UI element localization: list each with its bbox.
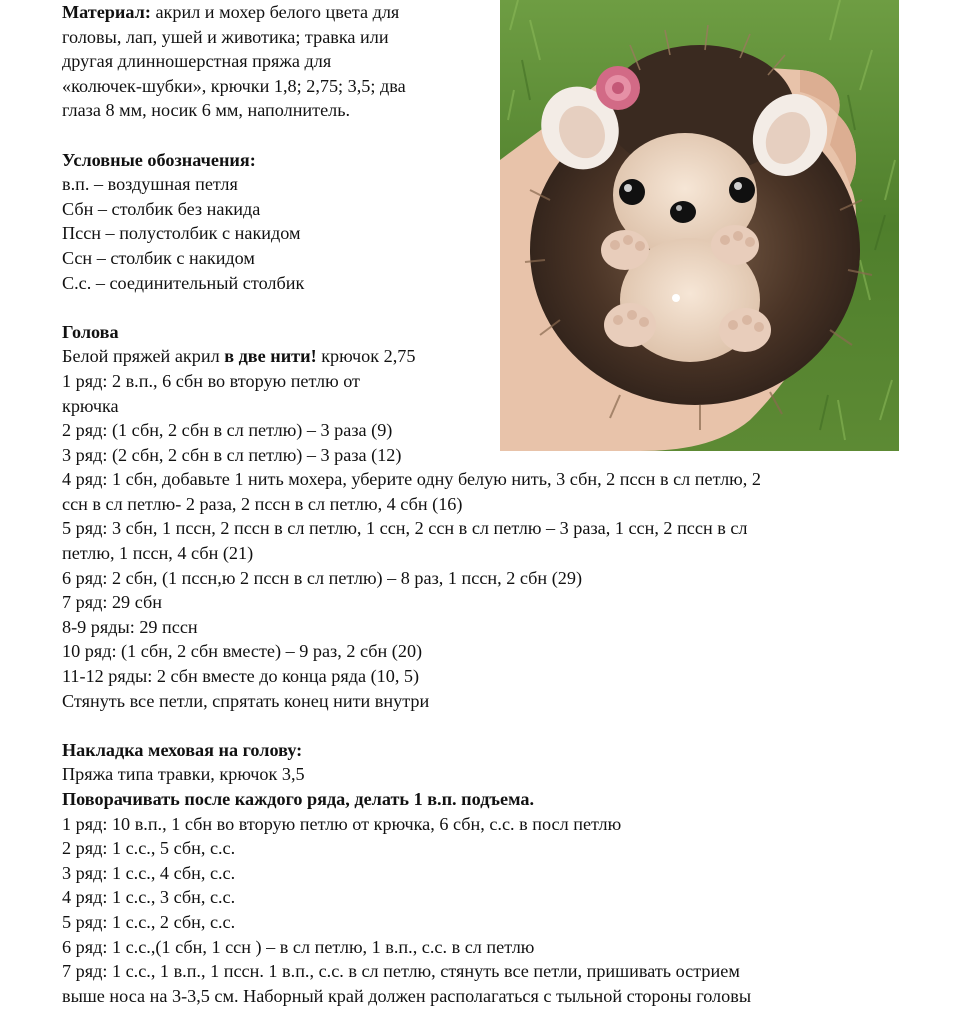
head-row: 11-12 ряды: 2 сбн вместе до конца ряда (10, 5) bbox=[62, 666, 420, 687]
hedgehog-illustration bbox=[500, 0, 899, 451]
fur-yarn: Пряжа типа травки, крючок 3,5 bbox=[62, 764, 305, 785]
fur-row: выше носа на 3-3,5 см. Наборный край должен располагаться с тыльной стороны головы bbox=[62, 985, 752, 1006]
head-row: 2 ряд: (1 сбн, 2 сбн в сл петлю) – 3 раза (9) bbox=[62, 420, 393, 441]
hedgehog-photo bbox=[500, 0, 899, 451]
head-row: 8-9 ряды: 29 пссн bbox=[62, 616, 198, 637]
legend-item: Ссн – столбик с накидом bbox=[62, 247, 255, 268]
head-row: Стянуть все петли, спрятать конец нити внутри bbox=[62, 690, 430, 711]
legend-item: Сбн – столбик без накида bbox=[62, 198, 261, 219]
legend-title: Условные обозначения: bbox=[62, 149, 256, 170]
head-row: 6 ряд: 2 сбн, (1 пссн,ю 2 пссн в сл петлю) – 8 раз, 1 пссн, 2 сбн (29) bbox=[62, 567, 582, 588]
material-line-2: головы, лап, ушей и животика; травка или bbox=[62, 26, 389, 47]
head-row: 10 ряд: (1 сбн, 2 сбн вместе) – 9 раз, 2 сбн (20) bbox=[62, 641, 423, 662]
head-row: 1 ряд: 2 в.п., 6 сбн во вторую петлю от bbox=[62, 370, 361, 391]
fur-row: 1 ряд: 10 в.п., 1 сбн во вторую петлю от крючка, 6 сбн, с.с. в посл петлю bbox=[62, 813, 622, 834]
legend-item: в.п. – воздушная петля bbox=[62, 174, 238, 195]
material-line-3: другая длинношерстная пряжа для bbox=[62, 51, 332, 72]
head-title: Голова bbox=[62, 321, 119, 342]
fur-row: 6 ряд: 1 с.с.,(1 сбн, 1 ссн ) – в сл петлю, 1 в.п., с.с. в сл петлю bbox=[62, 936, 535, 957]
fur-row: 4 ряд: 1 с.с., 3 сбн, с.с. bbox=[62, 887, 236, 908]
fur-row: 3 ряд: 1 с.с., 4 сбн, с.с. bbox=[62, 862, 236, 883]
material-line-1: Материал: акрил и мохер белого цвета для bbox=[62, 2, 400, 22]
material-line-4: «колючек-шубки», крючки 1,8; 2,75; 3,5; два bbox=[62, 75, 406, 96]
head-row: 5 ряд: 3 сбн, 1 пссн, 2 пссн в сл петлю, 1 ссн, 2 ссн в сл петлю – 3 раза, 1 ссн, 2 пссн в сл bbox=[62, 518, 748, 539]
fur-row: 5 ряд: 1 с.с., 2 сбн, с.с. bbox=[62, 911, 236, 932]
head-row: крючка bbox=[62, 395, 119, 416]
fur-note: Поворачивать после каждого ряда, делать 1 в.п. подъема. bbox=[62, 789, 534, 809]
head-row: 4 ряд: 1 сбн, добавьте 1 нить мохера, уберите одну белую нить, 3 сбн, 2 пссн в сл петлю, 2 bbox=[62, 469, 761, 490]
material-label: Материал: bbox=[62, 2, 151, 22]
head-intro: Белой пряжей акрил в две нити! крючок 2,75 bbox=[62, 346, 416, 367]
head-row: петлю, 1 пссн, 4 сбн (21) bbox=[62, 543, 254, 564]
fur-row: 7 ряд: 1 с.с., 1 в.п., 1 пссн. 1 в.п., с.с. в сл петлю, стянуть все петли, пришивать острием bbox=[62, 961, 740, 982]
head-row: ссн в сл петлю- 2 раза, 2 пссн в сл петлю, 4 сбн (16) bbox=[62, 493, 463, 514]
fur-title: Накладка меховая на голову: bbox=[62, 739, 303, 760]
head-row: 3 ряд: (2 сбн, 2 сбн в сл петлю) – 3 раза (12) bbox=[62, 444, 402, 465]
legend-item: С.с. – соединительный столбик bbox=[62, 272, 305, 293]
legend-item: Пссн – полустолбик с накидом bbox=[62, 223, 301, 244]
material-line-5: глаза 8 мм, носик 6 мм, наполнитель. bbox=[62, 100, 351, 121]
head-row: 7 ряд: 29 сбн bbox=[62, 592, 162, 613]
fur-row: 2 ряд: 1 с.с., 5 сбн, с.с. bbox=[62, 838, 236, 859]
